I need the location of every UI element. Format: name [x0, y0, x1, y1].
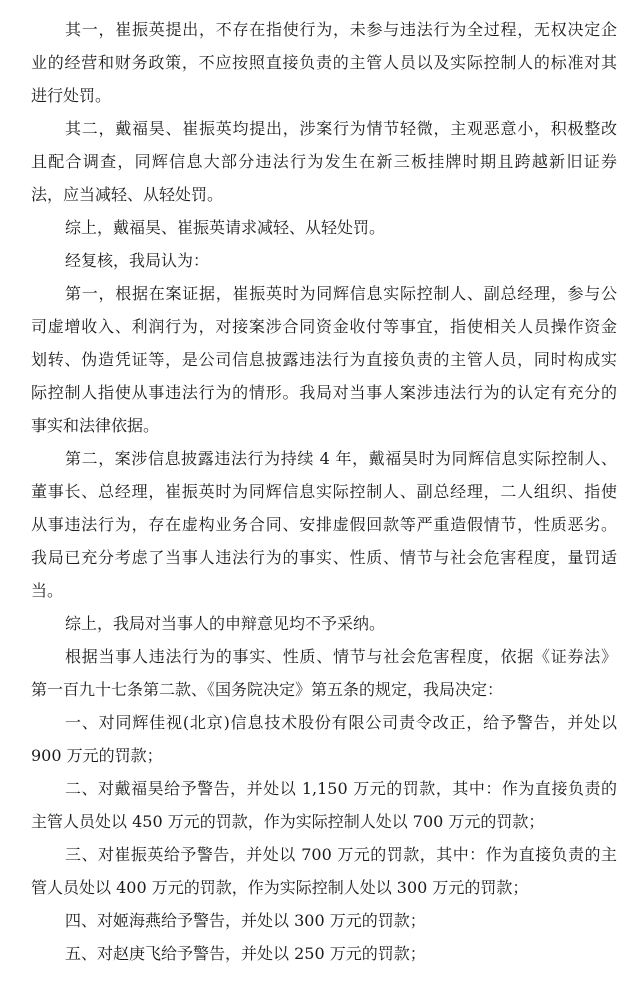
paragraph [31, 706, 617, 772]
paragraph [31, 640, 617, 706]
text-line: 第一百九十七条第二款、《国务院决定》第五条的规定，我局决定： [31, 680, 504, 699]
text-line: 业的经营和财务政策，不应按照直接负责的主管人员以及实际控制人的标准对其 [31, 53, 617, 72]
text-line: 事实和法律依据。 [31, 416, 160, 435]
text-line: 五、对赵庚飞给予警告，并处以 250 万元的罚款； [65, 944, 426, 963]
paragraph [31, 211, 617, 244]
paragraph [31, 13, 617, 112]
paragraph [31, 838, 617, 904]
text-line: 主管人员处以 450 万元的罚款，作为实际控制人处以 700 万元的罚款； [31, 812, 545, 831]
text-line: 际控制人指使从事违法行为的情形。我局对当事人案涉违法行为的认定有充分的 [31, 383, 617, 402]
text-line: 进行处罚。 [31, 86, 112, 105]
text-line: 董事长、总经理，崔振英时为同辉信息实际控制人、副总经理，二人组织、指使 [31, 482, 617, 501]
document-body [31, 13, 617, 970]
paragraph [31, 904, 617, 937]
text-line: 一、对同辉佳视(北京)信息技术股份有限公司责令改正，给予警告，并处以 [65, 713, 617, 732]
text-line: 二、对戴福昊给予警告，并处以 1,150 万元的罚款，其中：作为直接负责的 [65, 779, 617, 798]
text-line: 第二，案涉信息披露违法行为持续 4 年，戴福昊时为同辉信息实际控制人、 [65, 449, 617, 468]
text-line: 900 万元的罚款； [31, 746, 163, 765]
text-line: 其一，崔振英提出，不存在指使行为，未参与违法行为全过程，无权决定企 [65, 20, 617, 39]
text-line: 司虚增收入、利润行为，对接案涉合同资金收付等事宜，指使相关人员操作资金 [31, 317, 617, 336]
text-line: 综上，戴福昊、崔振英请求减轻、从轻处罚。 [65, 218, 386, 237]
text-line: 且配合调查，同辉信息大部分违法行为发生在新三板挂牌时期且跨越新旧证券 [31, 152, 617, 171]
paragraph [31, 277, 617, 442]
paragraph [31, 607, 617, 640]
text-line: 经复核，我局认为： [65, 251, 210, 270]
text-line: 管人员处以 400 万元的罚款，作为实际控制人处以 300 万元的罚款； [31, 878, 529, 897]
text-line: 我局已充分考虑了当事人违法行为的事实、性质、情节与社会危害程度，量罚适 [31, 548, 617, 567]
text-line: 第一，根据在案证据，崔振英时为同辉信息实际控制人、副总经理，参与公 [65, 284, 617, 303]
paragraph [31, 244, 617, 277]
text-line: 根据当事人违法行为的事实、性质、情节与社会危害程度，依据《证券法》 [65, 647, 617, 666]
paragraph [31, 937, 617, 970]
paragraph [31, 772, 617, 838]
paragraph [31, 112, 617, 211]
text-line: 从事违法行为，存在虚构业务合同、安排虚假回款等严重造假情节，性质恶劣。 [31, 515, 617, 534]
paragraph [31, 442, 617, 607]
text-line: 当。 [31, 581, 64, 600]
text-line: 四、对姬海燕给予警告，并处以 300 万元的罚款； [65, 911, 426, 930]
text-line: 综上，我局对当事人的申辩意见均不予采纳。 [65, 614, 386, 633]
text-line: 法，应当减轻、从轻处罚。 [31, 185, 224, 204]
text-line: 划转、伪造凭证等，是公司信息披露违法行为直接负责的主管人员，同时构成实 [31, 350, 617, 369]
text-line: 三、对崔振英给予警告，并处以 700 万元的罚款，其中：作为直接负责的主 [65, 845, 617, 864]
text-line: 其二，戴福昊、崔振英均提出，涉案行为情节轻微，主观恶意小，积极整改 [65, 119, 617, 138]
